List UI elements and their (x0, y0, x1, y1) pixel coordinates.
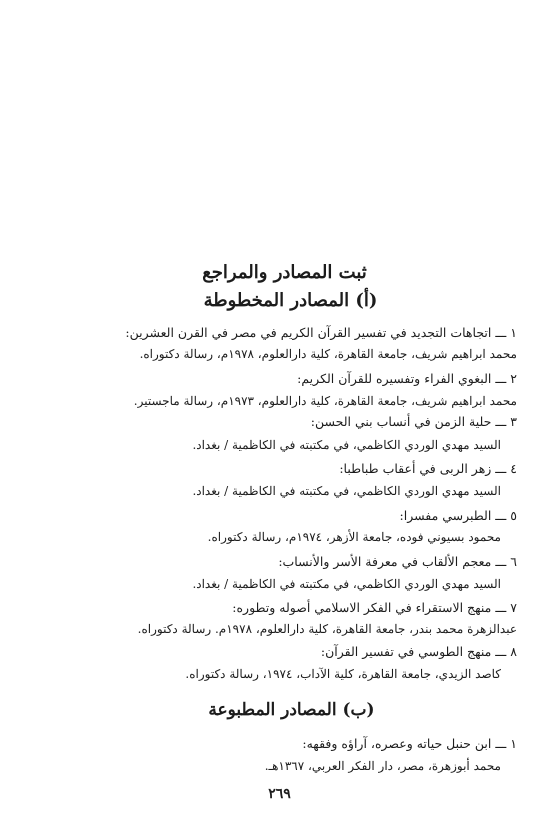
page-number: ٢٦٩ (268, 786, 291, 802)
entry-a-4-detail: السيد مهدي الوردي الكاظمي، في مكتبته في الكاظمية / بغداد. (192, 484, 501, 498)
entry-a-7-title: ٧ ـــ منهج الاستقراء في الفكر الاسلامي أصوله وتطوره: (232, 600, 517, 615)
entry-a-8-title: ٨ ـــ منهج الطوسي في تفسير القرآن: (320, 644, 517, 659)
entry-a-2-title: ٢ ـــ البغوي الفراء وتفسيره للقرآن الكريم: (297, 371, 517, 386)
entry-a-2-detail: محمد ابراهيم شريف، جامعة القاهرة، كلية دارالعلوم، ١٩٧٣م، رسالة ماجستير. (133, 394, 517, 408)
section-b-heading: (ب) المصادر المطبوعة (208, 700, 375, 720)
entry-a-8-detail: كاصد الزيدي، جامعة القاهرة، كلية الآداب، ١٩٧٤، رسالة دكتوراه. (185, 667, 501, 681)
entry-a-6-title: ٦ ـــ معجم الألقاب في معرفة الأسر والأنساب: (278, 554, 517, 569)
entry-b-1-title: ١ ـــ ابن حنبل حياته وعصره، آراؤه وفقهه: (302, 736, 517, 751)
entry-a-4-title: ٤ ـــ زهر الربى في أعقاب طباطبا: (339, 461, 517, 476)
entry-a-7-detail: عبدالزهرة محمد بندر، جامعة القاهرة، كلية دارالعلوم، ١٩٧٨م. رسالة دكتوراه. (137, 622, 517, 636)
entry-a-3-detail: السيد مهدي الوردي الكاظمي، في مكتبته في الكاظمية / بغداد. (192, 438, 501, 452)
entry-a-5-title: ٥ ـــ الطبرسي مفسرا: (399, 508, 517, 523)
section-a-heading: (أ) المصادر المخطوطة (203, 290, 378, 311)
entry-a-5-detail: محمود بسيوني فوده، جامعة الأزهر، ١٩٧٤م، رسالة دكتوراه. (207, 530, 501, 544)
entry-a-1-detail: محمد ابراهيم شريف، جامعة القاهرة، كلية دارالعلوم، ١٩٧٨م، رسالة دكتوراه. (139, 347, 517, 361)
entry-a-1-title: ١ ـــ اتجاهات التجديد في تفسير القرآن الكريم في مصر في القرن العشرين: (125, 325, 517, 340)
entry-a-6-detail: السيد مهدي الوردي الكاظمي، في مكتبته في الكاظمية / بغداد. (192, 577, 501, 591)
page-title: ثبت المصادر والمراجع (202, 262, 367, 283)
entry-b-1-detail: محمد أبوزهرة، مصر، دار الفكر العربي، ١٣٦٧هـ. (264, 759, 501, 773)
entry-a-3-title: ٣ ـــ حلية الزمن في أنساب بني الحسن: (310, 414, 517, 429)
